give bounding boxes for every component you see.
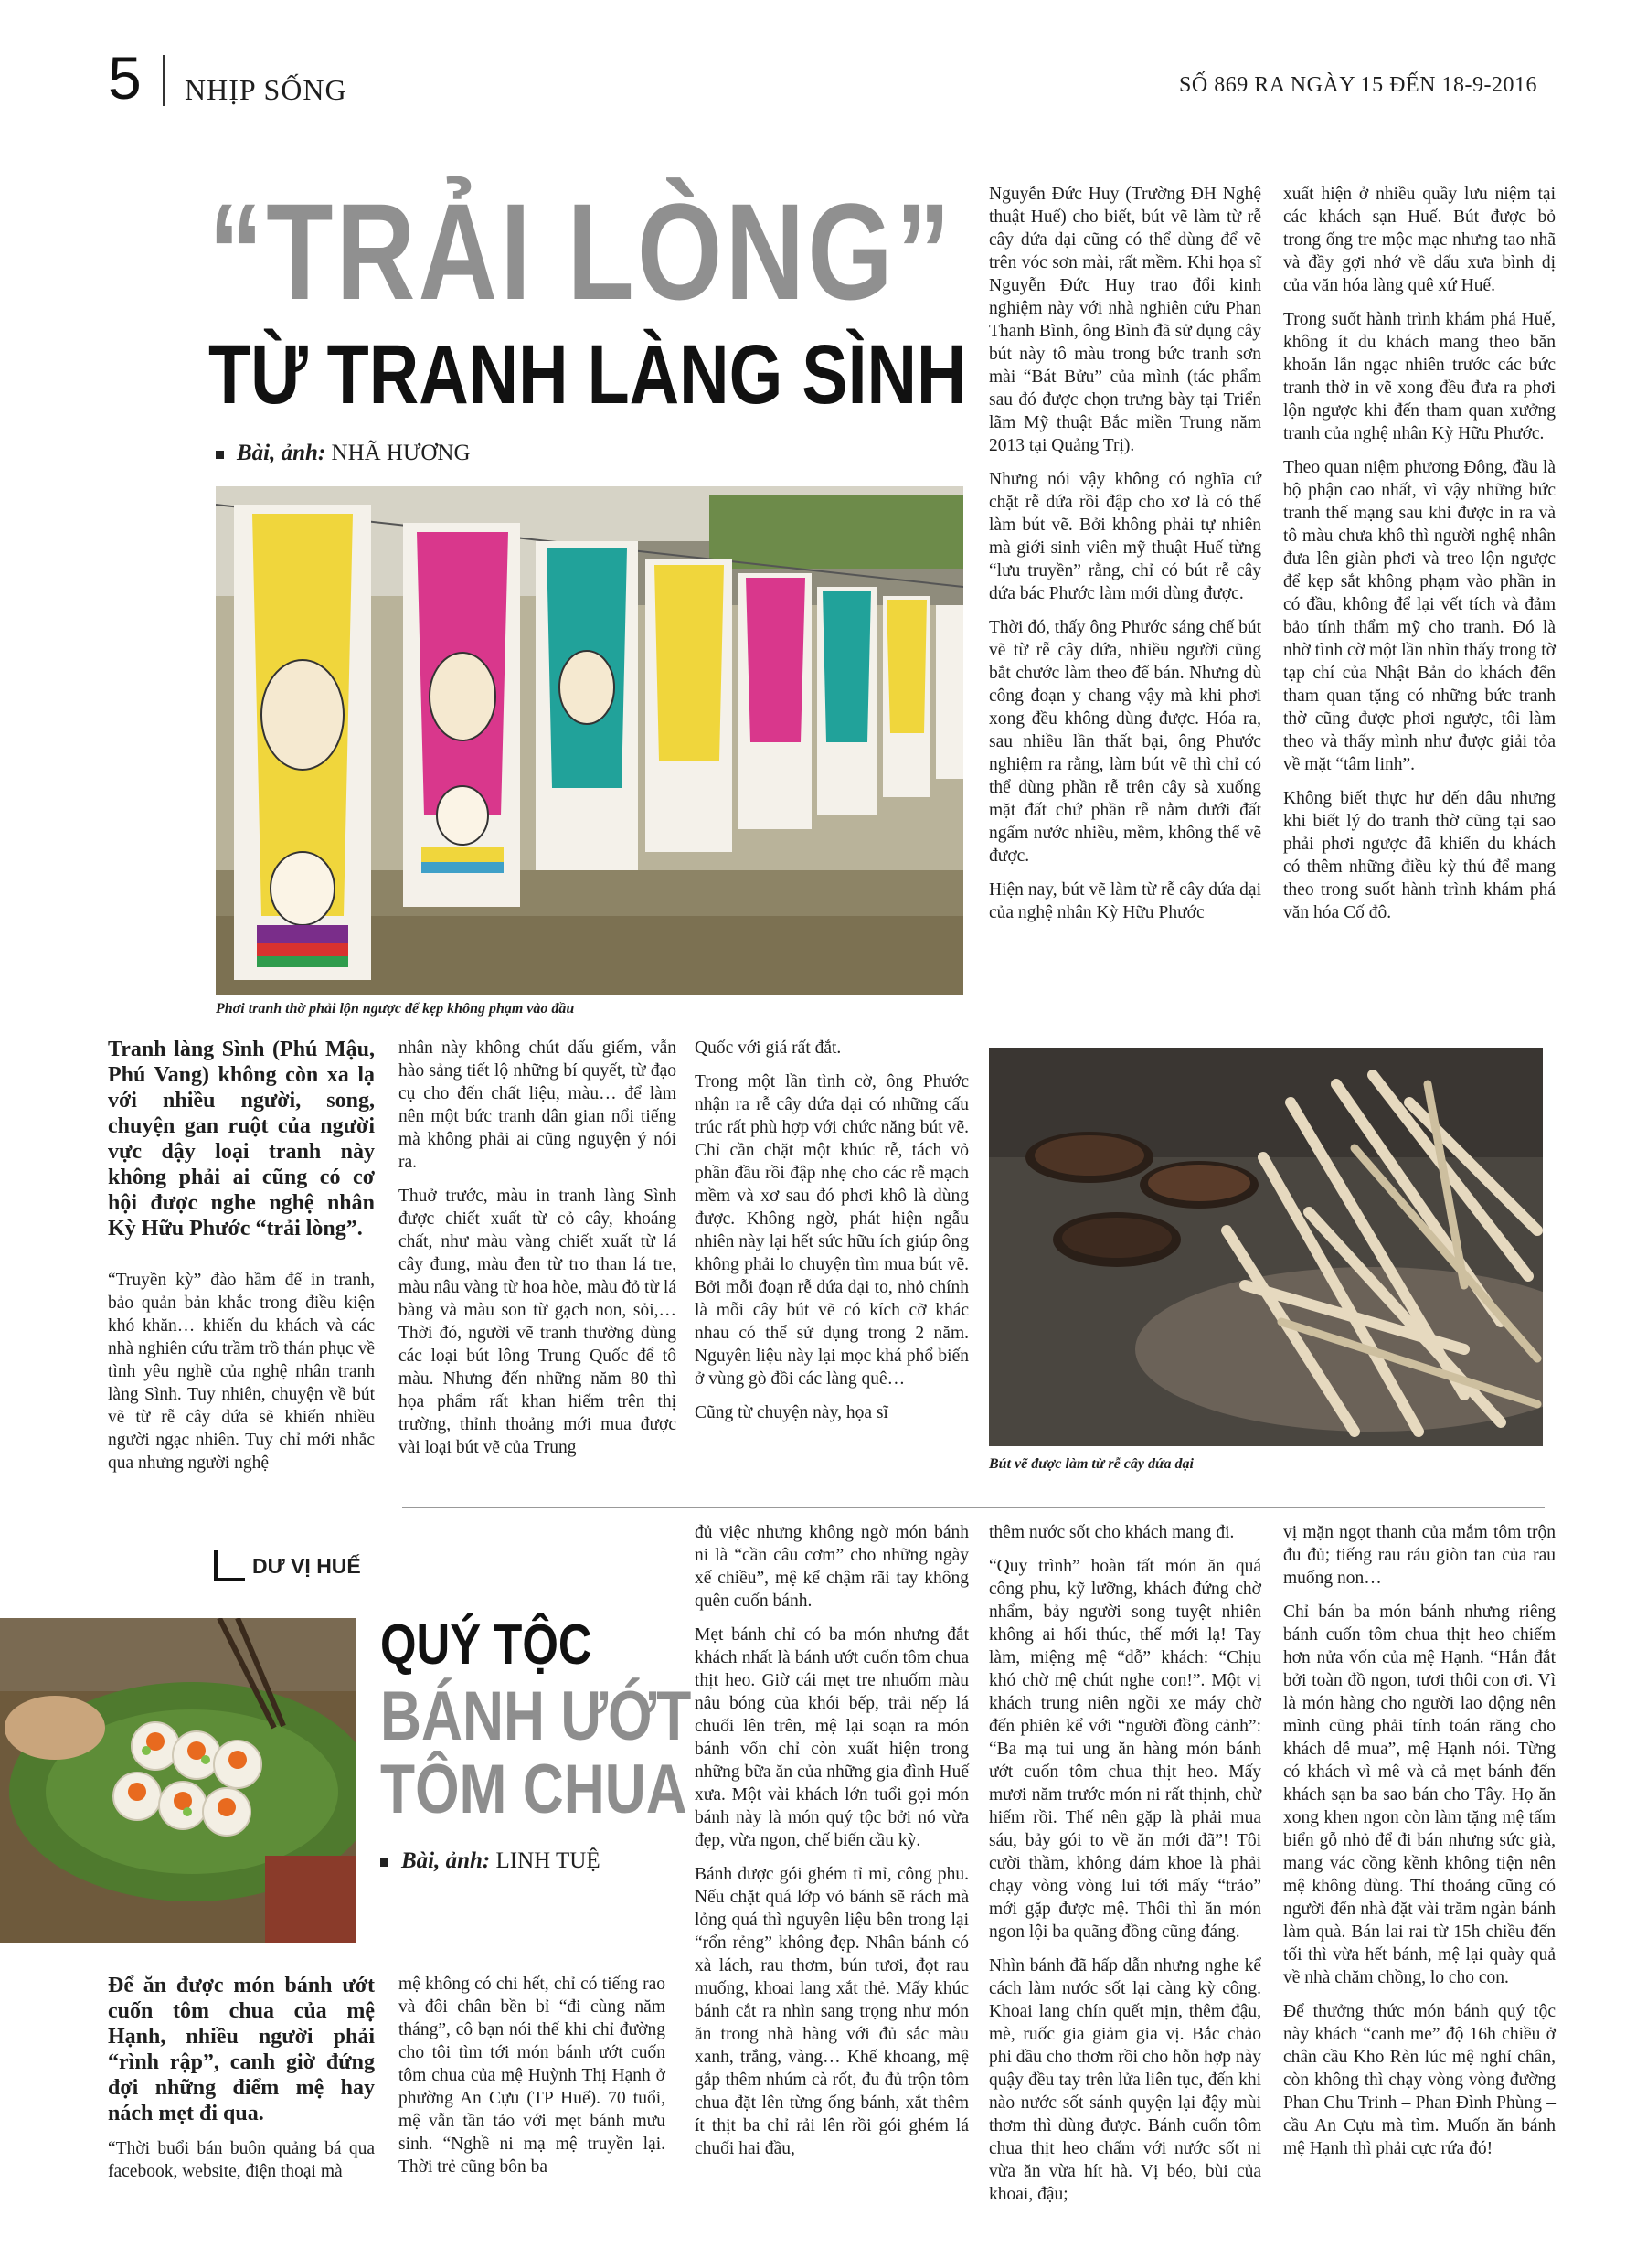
paragraph: Trong suốt hành trình khám phá Huế, không ít du khách mang theo băn khoăn lẫn ngạc nhiên trước các bức tranh thờ in vẽ xong đều đưa ra phơi lộn ngược khi đến tham quan xưởng tranh của nghệ nhân Kỳ Hữu Phước. xyxy=(1283,310,1556,443)
article2-kicker xyxy=(214,1554,361,1579)
photo-brushes xyxy=(989,1048,1543,1446)
paragraph: Nhìn bánh đã hấp dẫn nhưng nghe kể cách làm nước sốt lại càng kỳ công. Khoai lang chín quết mịn, thêm đậu, mè, ruốc gia giảm gia vị. Bắc chảo phi dầu cho thơm rồi cho hỗn hợp này quậy đều tay trên lửa liên tục, đến khi nào nước sốt sánh quyện lại đậy mùi thơm thì dùng được. Bánh cuốn tôm chua thịt heo chấm với nước sốt ni vừa ăn vừa hít hà. Vị béo, bùi của khoai, đậu; xyxy=(989,1956,1261,2204)
kicker-bracket xyxy=(214,1550,245,1581)
article2-column-2 xyxy=(398,1973,665,2189)
paragraph: Để thưởng thức món bánh quý tộc này khách “canh me” độ 16h chiều ở chân cầu Kho Rèn lúc mệ nghỉ chân, còn không thì chạy vòng vòng đường Phan Chu Trinh – Phan Đình Phùng – cầu An Cựu mà tìm. Muốn ăn bánh mệ Hạnh thì phải cực rứa đó! xyxy=(1283,2002,1556,2158)
article1-column-5 xyxy=(1283,183,1556,935)
paragraph: Trong một lần tình cờ, ông Phước nhận ra rễ cây dứa dại có những cấu trúc rất phù hợp với chức năng bút vẽ. Chỉ cần chặt một khúc rễ, tách vỏ phần đầu rồi đập nhẹ cho các rễ mạch mềm và xơ sau đó phơi khô là dùng được. Không ngờ, phát hiện ngẫu nhiên này lại hết sức hữu ích giúp ông không phải lo chuyện tìm mua bút vẽ. Bởi mỗi đoạn rễ dứa dại to, nhỏ chính là mỗi cây bút vẽ có kích cỡ khác nhau có thể sử dụng trong 2 năm. Nguyên liệu này lại mọc khá phổ biến ở vùng gò đồi các làng quê… xyxy=(695,1072,969,1389)
header-divider xyxy=(163,55,165,106)
byline-author: NHÃ HƯƠNG xyxy=(331,441,471,465)
article1-column-1 xyxy=(108,1037,375,1485)
article1-column-3 xyxy=(695,1037,969,1435)
paragraph: Nguyễn Đức Huy (Trường ĐH Nghệ thuật Huế) cho biết, bút vẽ làm từ rễ cây dứa dại cũng có thể dùng để vẽ trên vóc sơn mài, rất mềm. Khi họa sĩ Nguyễn Đức Huy trao đổi kinh nghiệm này với nhà nghiên cứu Phan Thanh Bình, ông Bình đã sử dụng cây bút này tô màu trong bức tranh sơn mài “Bát Bửu” của mình (tác phẩm sau đó được chọn trưng bày tại Triển lãm Mỹ thuật Bắc miền Trung năm 2013 tại Quảng Trị). xyxy=(989,185,1261,455)
byline-author: LINH TUỆ xyxy=(495,1848,600,1873)
paragraph: Bánh được gói ghém tỉ mỉ, công phu. Nếu chặt quá lớp vỏ bánh sẽ rách mà lỏng quá thì nguyên liệu bên trong lại “rổn rẻng” không đẹp. Nhân bánh có xà lách, rau thơm, bún tươi, đọt rau muống, khoai lang xắt thẻ. Mấy khúc bánh cắt ra nhìn sang trọng như món ăn trong nhà hàng với đủ sắc màu xanh, trắng, vàng… Khế khoang, mệ gắp thêm nhúm cà rốt, đu đủ trộn tôm chua đặt lên từng ống bánh, xắt thêm ít thịt ba chỉ rải lên rồi gói ghém lá chuối hai đầu, xyxy=(695,1865,969,2158)
paragraph: đủ việc nhưng không ngờ món bánh ni là “cần câu cơm” cho những ngày xế chiều”, mệ kể chậm rãi tay không quên cuốn bánh. xyxy=(695,1523,969,1611)
article2-column-5 xyxy=(1283,1521,1556,2171)
paragraph: Không biết thực hư đến đâu nhưng khi biết lý do tranh thờ cũng tại sao phải phơi ngược đã khiến du khách có thêm những điều kỳ thú để mang theo trong suốt hành trình khám phá văn hóa Cố đô. xyxy=(1283,789,1556,922)
paragraph: Nhưng nói vậy không có nghĩa cứ chặt rễ dứa rồi đập cho xơ là có thể làm bút vẽ. Bởi không phải tự nhiên mà giới sinh viên mỹ thuật Huế từng “lưu truyền” rằng, chỉ có bút rễ cây dứa bác Phước làm mới dùng được. xyxy=(989,470,1261,603)
paragraph: Theo quan niệm phương Đông, đầu là bộ phận cao nhất, vì vậy những bức tranh thế mạng sau khi được in ra và tô màu chưa khô thì người nghệ nhân đưa lên giàn phơi và treo lộn ngược để kẹp sắt không phạm vào phần in có đầu, không để lại vết tích và đảm bảo tính thẩm mỹ cho tranh. Đó là nhờ tình cờ một lần nhìn thấy trong tờ tạp chí của Nhật Bản do khách đến tham quan tặng có những bức tranh thờ cũng được phơi ngược, tôi làm theo và thấy mình như được giải tỏa về mặt “tâm linh”. xyxy=(1283,458,1556,774)
article2-title-line2: BÁNH ƯỚT xyxy=(380,1677,692,1755)
article2-byline xyxy=(380,1848,600,1874)
paragraph: Mẹt bánh chỉ có ba món nhưng đắt khách nhất là bánh ướt cuốn tôm chua thịt heo. Giờ cái mẹt tre nhuốm màu nâu bóng của khói bếp, trải nếp lá chuối lên trên, mệ lại soạn ra món bánh vốn chỉ còn xuất hiện trong những bữa ăn của những gia đình Huế xưa. Một vài khách lớn tuổi gọi món bánh này là món quý tộc bởi nó vừa đẹp, vừa ngon, chế biến cầu kỳ. xyxy=(695,1625,969,1850)
banh-uot-illustration xyxy=(0,1618,356,1943)
paragraph: Cũng từ chuyện này, họa sĩ xyxy=(695,1403,888,1422)
brushes-illustration xyxy=(989,1048,1543,1446)
paragraph: “Thời buổi bán buôn quảng bá qua facebook, website, điện thoại mà xyxy=(108,2139,375,2181)
paragraph: xuất hiện ở nhiều quầy lưu niệm tại các khách sạn Huế. Bút được bỏ trong ống tre mộc mạc nhưng tao nhã và đầy gợi nhớ về dấu xưa bình dị của văn hóa làng quê xứ Huế. xyxy=(1283,185,1556,295)
article1-title-line2: TỪ TRANH LÀNG SÌNH xyxy=(208,328,967,421)
article1-column-2 xyxy=(398,1037,676,1470)
paragraph: nhân này không chút dấu giếm, vẫn hào sảng tiết lộ những bí quyết, từ đạo cụ cho đến chất liệu, màu… để làm nên một bức tranh dân gian nổi tiếng mà không phải ai cũng nguyện ý nói ra. xyxy=(398,1038,676,1172)
article2-title-line1: QUÝ TỘC xyxy=(380,1613,592,1677)
section-name: NHỊP SỐNG xyxy=(185,73,347,106)
article1-lead: Tranh làng Sình (Phú Mậu, Phú Vang) không còn xa lạ với nhiều người, song, chuyện gan ruột của người vực dậy loại tranh này không phải ai cũng có cơ hội được nghe nghệ nhân Kỳ Hữu Phước “trải lòng”. xyxy=(108,1038,375,1240)
photo1-caption: Phơi tranh thờ phải lộn ngược để kẹp không phạm vào đầu xyxy=(216,1001,575,1017)
article1-byline xyxy=(216,441,471,466)
byline-bullet xyxy=(216,451,224,459)
paragraph: thêm nước sốt cho khách mang đi. xyxy=(989,1523,1235,1542)
photo-paintings xyxy=(216,486,963,995)
paintings-illustration xyxy=(216,486,963,995)
article1-column-4 xyxy=(989,183,1261,935)
paragraph: Chỉ bán ba món bánh nhưng riêng bánh cuốn tôm chua thịt heo chiếm hơn nửa vốn của mệ Hạnh. “Hắn đắt bởi toàn đồ ngon, tươi thôi con ơi. Vì là món hàng cho người lao động nên mình cũng phải tính toán răng cho khách dễ mua”, mệ Hạnh nói. Từng có khách vì mê và cả mẹt bánh đến khách sạn ba sao bán cho Tây. Họ ăn xong khen ngon còn làm tặng mệ tấm biển gỗ nhỏ để đi bán nhưng sức già, mang vác cồng kềnh không tiện nên mệ không dùng. Thỉ thoảng cũng có người đến nhà đặt vài trăm ngàn bánh làm quà. Bán lai rai từ 15h chiều đến tối thì vừa hết bánh, mệ lại quày quả về nhà chăm chồng, lo cho con. xyxy=(1283,1603,1556,1987)
paragraph: “Quy trình” hoàn tất món ăn quá công phu, kỹ lưỡng, khách đứng chờ nhẩm, bảy người song tuyệt nhiên không ai hối thúc, thế mới lạ! Tay làm, miệng mệ “dỗ” khách: “Chịu khó chờ mệ chút nghe con!”. Một vị khách trung niên ngồi xe máy chờ đến phiên kể với “người đồng cảnh”: “Ba mạ tui ung ăn hàng món bánh ướt cuốn tôm chua thịt heo. Mấy mươi năm trước món ni rất thịnh, chừ hiếm rồi. Thế nên gặp là phải mua sáu, bảy gói to về ăn mới đã”! Tôi cười thầm, không dám khoe là phải chạy vòng vòng lui tới mấy “trảo” mới gặp được mệ. Thôi thì ăn món ngon lội ba quãng đồng cũng đáng. xyxy=(989,1557,1261,1942)
article2-column-1 xyxy=(108,1973,375,2194)
kicker-label: DƯ VỊ HUẾ xyxy=(252,1554,361,1578)
article2-title-line3: TÔM CHUA xyxy=(380,1751,687,1828)
paragraph: Thời đó, thấy ông Phước sáng chế bút vẽ từ rễ cây dứa, nhiều người cũng bắt chước làm theo để bán. Nhưng dù công đoạn y chang vậy mà khi phơi xong đều không dùng được. Hóa ra, sau nhiều lần thất bại, ông Phước nghiệm ra rằng, làm bút vẽ thì chỉ có thể dùng phần rễ trên cây sà xuống mặt đất chứ phần rễ nằm dưới đất ngấm nước nhiều, mềm, không thể vẽ được. xyxy=(989,618,1261,866)
photo-banh-uot xyxy=(0,1618,356,1943)
photo2-caption: Bút vẽ được làm từ rễ cây dứa dại xyxy=(989,1456,1194,1472)
paragraph: vị mặn ngọt thanh của mắm tôm trộn đu đủ; tiếng rau ráu giòn tan của rau muống non… xyxy=(1283,1523,1556,1588)
article2-column-3 xyxy=(695,1521,969,2171)
paragraph: mệ không có chi hết, chỉ có tiếng rao và đôi chân bền bỉ “đi cùng năm tháng”, cô bạn nói thế khi chỉ đường cho tôi tìm tới món bánh ướt cuốn tôm chua của mệ Huỳnh Thị Hạnh ở phường An Cựu (TP Huế). 70 tuổi, mệ vẫn tần tảo với mẹt bánh mưu sinh. “Nghề ni mạ mệ truyền lại. Thời trẻ cũng bôn ba xyxy=(398,1975,665,2177)
byline-label: Bài, ảnh: xyxy=(401,1848,491,1873)
issue-info: SỐ 869 RA NGÀY 15 ĐẾN 18-9-2016 xyxy=(1179,73,1537,97)
page-number: 5 xyxy=(108,44,142,112)
byline-bullet xyxy=(380,1858,388,1867)
article2-lead: Để ăn được món bánh ướt cuốn tôm chua của mệ Hạnh, nhiều người phải “rình rập”, canh giờ đứng đợi những điểm mệ hay nách mẹt đi qua. xyxy=(108,1974,375,2125)
article1-title-line1: “TRẢI LÒNG” xyxy=(208,175,954,328)
byline-label: Bài, ảnh: xyxy=(237,441,326,465)
paragraph: Thuở trước, màu in tranh làng Sình được chiết xuất từ cỏ cây, khoáng chất, như màu vàng chiết xuất từ lá cây đung, màu đen từ tro than lá tre, màu nâu vàng từ hoa hòe, màu đỏ từ lá bàng và màu son từ gạch non, sỏi,… Thời đó, người vẽ tranh thường dùng các loại bút lông Trung Quốc để tô màu. Nhưng đến những năm 80 thì họa phẩm rất khan hiếm trên thị trường, thỉnh thoảng mới mua được vài loại bút vẽ của Trung xyxy=(398,1187,676,1457)
article-divider xyxy=(402,1507,1545,1508)
paragraph: Quốc với giá rất đắt. xyxy=(695,1038,842,1058)
paragraph: Hiện nay, bút vẽ làm từ rễ cây dứa dại của nghệ nhân Kỳ Hữu Phước xyxy=(989,880,1261,922)
paragraph: “Truyền kỳ” đào hầm để in tranh, bảo quản bản khắc trong điều kiện khó khăn… khiến du khách và các nhà nghiên cứu trầm trồ thán phục về tình yêu nghề của nghệ nhân tranh làng Sình. Tuy nhiên, chuyện về bút vẽ từ rễ cây dứa sẽ khiến nhiều người ngạc nhiên. Tuy chỉ mới nhắc qua nhưng người nghệ xyxy=(108,1271,375,1473)
article2-column-4 xyxy=(989,1521,1261,2217)
